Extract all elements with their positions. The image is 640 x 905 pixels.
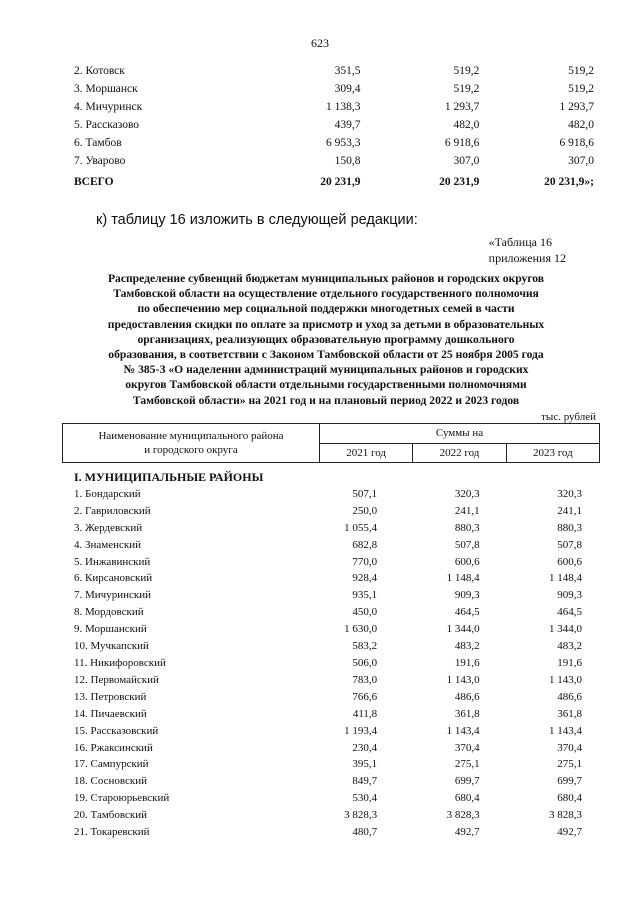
row-value: 1 148,4	[549, 572, 582, 585]
row-value: 191,6	[454, 656, 480, 669]
table-row	[74, 790, 582, 807]
row-value: 3 828,3	[446, 809, 480, 822]
row-label: 18. Сосновский	[74, 775, 148, 788]
row-value: 241,1	[454, 504, 480, 517]
row-value: 275,1	[557, 758, 582, 771]
table-row	[74, 98, 594, 116]
row-value: 1 344,0	[446, 623, 480, 636]
row-value: 307,0	[568, 155, 594, 167]
row-value: 486,6	[557, 690, 582, 703]
row-value: 1 143,4	[446, 724, 480, 737]
row-label: 12. Первомайский	[74, 673, 159, 686]
row-value: 1 293,7	[444, 101, 480, 113]
row-value: 1 630,0	[344, 623, 378, 636]
page-number: 623	[311, 36, 329, 50]
table-row	[74, 706, 582, 723]
row-value: 492,7	[557, 826, 582, 839]
column-header-sums: Суммы на	[320, 424, 600, 444]
row-value: 411,8	[352, 707, 378, 720]
heading-line: округов Тамбовской области отдельными государственными полномочиями	[125, 378, 527, 392]
row-value: 483,2	[454, 640, 480, 653]
row-value: 307,0	[453, 155, 480, 167]
table-row	[74, 604, 582, 621]
row-value: 370,4	[557, 741, 582, 754]
row-label: 9. Моршанский	[74, 623, 147, 636]
row-value: 20 231,9	[439, 176, 480, 188]
table-row	[74, 773, 582, 790]
main-table	[74, 469, 582, 841]
row-value: 1 344,0	[549, 623, 582, 636]
section-row	[74, 469, 582, 486]
row-label: 20. Тамбовский	[74, 809, 148, 822]
row-value: 1 143,4	[549, 724, 582, 737]
row-value: 682,8	[352, 538, 378, 551]
row-label: 7. Мичуринский	[74, 589, 151, 602]
row-label: 3. Жердевский	[74, 521, 143, 534]
table-row	[74, 740, 582, 757]
column-header-year: 2021 год	[320, 443, 413, 463]
row-value: 519,2	[453, 65, 480, 77]
row-value: 309,4	[334, 83, 361, 95]
heading-line: Тамбовской области на осуществление отдельного государственного полномочия	[113, 287, 539, 301]
row-value: 483,2	[557, 640, 582, 653]
row-label: 4. Мичуринск	[74, 101, 143, 113]
row-value: 1 193,4	[344, 724, 378, 737]
row-value: 439,7	[334, 119, 361, 131]
row-value: 320,3	[557, 487, 582, 500]
table-row	[74, 756, 582, 773]
previous-table-tail	[74, 62, 594, 191]
column-header-name	[63, 424, 320, 463]
row-value: 1 138,3	[326, 101, 361, 113]
row-value: 849,7	[352, 775, 378, 788]
row-value: 6 918,6	[444, 137, 480, 149]
row-value: 507,8	[557, 538, 582, 551]
table-row	[74, 116, 594, 134]
row-value: 191,6	[557, 656, 582, 669]
row-value: 486,6	[454, 690, 480, 703]
row-value: 482,0	[568, 119, 594, 131]
row-value: 320,3	[454, 487, 480, 500]
row-value: 766,6	[352, 690, 378, 703]
row-value: 1 293,7	[559, 101, 594, 113]
row-value: 241,1	[557, 504, 582, 517]
row-value: 507,1	[352, 487, 378, 500]
row-value: 680,4	[454, 792, 480, 805]
row-value: 600,6	[454, 555, 480, 568]
heading-line: Тамбовской области» на 2021 год и на плановый период 2022 и 2023 годов	[132, 393, 520, 407]
row-value: 530,4	[352, 792, 378, 805]
row-label: 6. Кирсановский	[74, 572, 153, 585]
table-row	[74, 486, 582, 503]
column-header-name-line: и городского округа	[144, 444, 238, 456]
row-value: 519,2	[568, 83, 594, 95]
row-value: 6 953,3	[326, 137, 361, 149]
column-header-year: 2023 год	[506, 443, 599, 463]
previous-table-body	[74, 62, 594, 191]
table-row	[74, 807, 582, 824]
table-row	[74, 554, 582, 571]
row-label: 19. Староюрьевский	[74, 792, 170, 805]
row-value: 464,5	[557, 606, 582, 619]
row-value: 583,2	[352, 640, 378, 653]
heading-line: организациях, реализующих образовательную программу дошкольного	[137, 332, 515, 346]
table-row	[74, 824, 582, 841]
row-value: 783,0	[352, 673, 378, 686]
row-value: 699,7	[454, 775, 480, 788]
row-value: 909,3	[557, 589, 582, 602]
table-row	[74, 537, 582, 554]
table-row	[74, 503, 582, 520]
row-label: 17. Сампурский	[74, 758, 149, 771]
row-value: 519,2	[453, 83, 480, 95]
row-label: 10. Мучкапский	[74, 640, 149, 653]
row-value: 1 143,0	[549, 673, 582, 686]
row-value: 680,4	[557, 792, 582, 805]
table-row	[74, 672, 582, 689]
heading-line: по обеспечению мер социальной поддержки многодетных семей в части	[137, 302, 515, 316]
main-table-body	[74, 469, 582, 841]
row-value: 699,7	[557, 775, 582, 788]
row-label: 13. Петровский	[74, 690, 147, 703]
table-row	[74, 62, 594, 80]
row-value: 506,0	[352, 656, 378, 669]
row-value: 519,2	[568, 65, 594, 77]
table-row	[74, 638, 582, 655]
table-row	[74, 134, 594, 152]
row-value: 20 231,9»;	[544, 176, 594, 188]
table-row	[74, 621, 582, 638]
table-reference-line: «Таблица 16	[488, 235, 552, 249]
row-label: 21. Токаревский	[74, 826, 150, 839]
row-label: 6. Тамбов	[74, 137, 122, 149]
units-label: тыс. рублей	[541, 411, 596, 423]
heading-line: предоставления скидки по оплате за присмотр и уход за детьми в образовательных	[107, 317, 545, 331]
row-value: 770,0	[352, 555, 378, 568]
row-value: 1 143,0	[446, 673, 480, 686]
row-value: 6 918,6	[559, 137, 594, 149]
row-value: 3 828,3	[344, 809, 378, 822]
table-reference-line: приложения 12	[488, 251, 566, 265]
amendment-instruction: к) таблицу 16 изложить в следующей редакции:	[96, 212, 418, 228]
row-value: 880,3	[454, 521, 480, 534]
row-value: 250,0	[352, 504, 378, 517]
row-value: 935,1	[352, 589, 378, 602]
heading-line: образования, в соответствии с Законом Тамбовской области от 25 ноября 2005 года	[108, 348, 544, 362]
row-value: 361,8	[557, 707, 582, 720]
row-value: 370,4	[454, 741, 480, 754]
row-label: 3. Моршанск	[74, 83, 138, 95]
column-header-name-line: Наименование муниципального района	[98, 430, 284, 442]
table-row	[74, 570, 582, 587]
row-label: ВСЕГО	[74, 176, 114, 188]
heading-line: № 385-З «О наделении администраций муниципальных районов и городских	[123, 363, 529, 377]
row-value: 351,5	[334, 65, 361, 77]
table-reference	[489, 234, 566, 266]
row-value: 361,8	[454, 707, 480, 720]
row-label: 15. Рассказовский	[74, 724, 159, 737]
row-value: 507,8	[454, 538, 480, 551]
row-label: 1. Бондарский	[74, 487, 141, 500]
row-value: 880,3	[557, 521, 582, 534]
row-value: 3 828,3	[549, 809, 582, 822]
row-label: 14. Пичаевский	[74, 707, 147, 720]
table-row	[74, 723, 582, 740]
table-row	[74, 152, 594, 170]
row-value: 395,1	[352, 758, 378, 771]
total-row	[74, 170, 594, 191]
row-value: 480,7	[352, 826, 378, 839]
row-label: 5. Рассказово	[74, 119, 140, 131]
heading-line: Распределение субвенций бюджетам муниципальных районов и городских округов	[107, 272, 545, 285]
row-value: 928,4	[352, 572, 378, 585]
column-header-year: 2022 год	[413, 443, 506, 463]
row-label: 2. Гавриловский	[74, 504, 151, 517]
table-row	[74, 655, 582, 672]
table-row	[74, 520, 582, 537]
row-value: 909,3	[454, 589, 480, 602]
main-table-header	[62, 423, 600, 463]
row-label: 5. Инжавинский	[74, 555, 151, 568]
table-row	[74, 587, 582, 604]
row-label: 8. Мордовский	[74, 606, 144, 619]
row-value: 492,7	[454, 826, 480, 839]
row-label: 4. Знаменский	[74, 538, 142, 551]
table-row	[74, 689, 582, 706]
row-label: 2. Котовск	[74, 65, 125, 77]
row-value: 450,0	[352, 606, 378, 619]
row-label: 7. Уварово	[74, 155, 126, 167]
row-value: 464,5	[454, 606, 480, 619]
section-title: I. МУНИЦИПАЛЬНЫЕ РАЙОНЫ	[74, 470, 264, 484]
row-value: 600,6	[557, 555, 582, 568]
row-value: 230,4	[352, 741, 378, 754]
table-heading	[76, 271, 576, 408]
row-value: 20 231,9	[320, 176, 361, 188]
row-label: 16. Ржаксинский	[74, 741, 153, 754]
table-row	[74, 80, 594, 98]
row-value: 482,0	[453, 119, 480, 131]
row-value: 275,1	[454, 758, 480, 771]
row-value: 1 055,4	[344, 521, 378, 534]
row-value: 1 148,4	[446, 572, 480, 585]
row-label: 11. Никифоровский	[74, 656, 166, 669]
row-value: 150,8	[334, 155, 361, 167]
